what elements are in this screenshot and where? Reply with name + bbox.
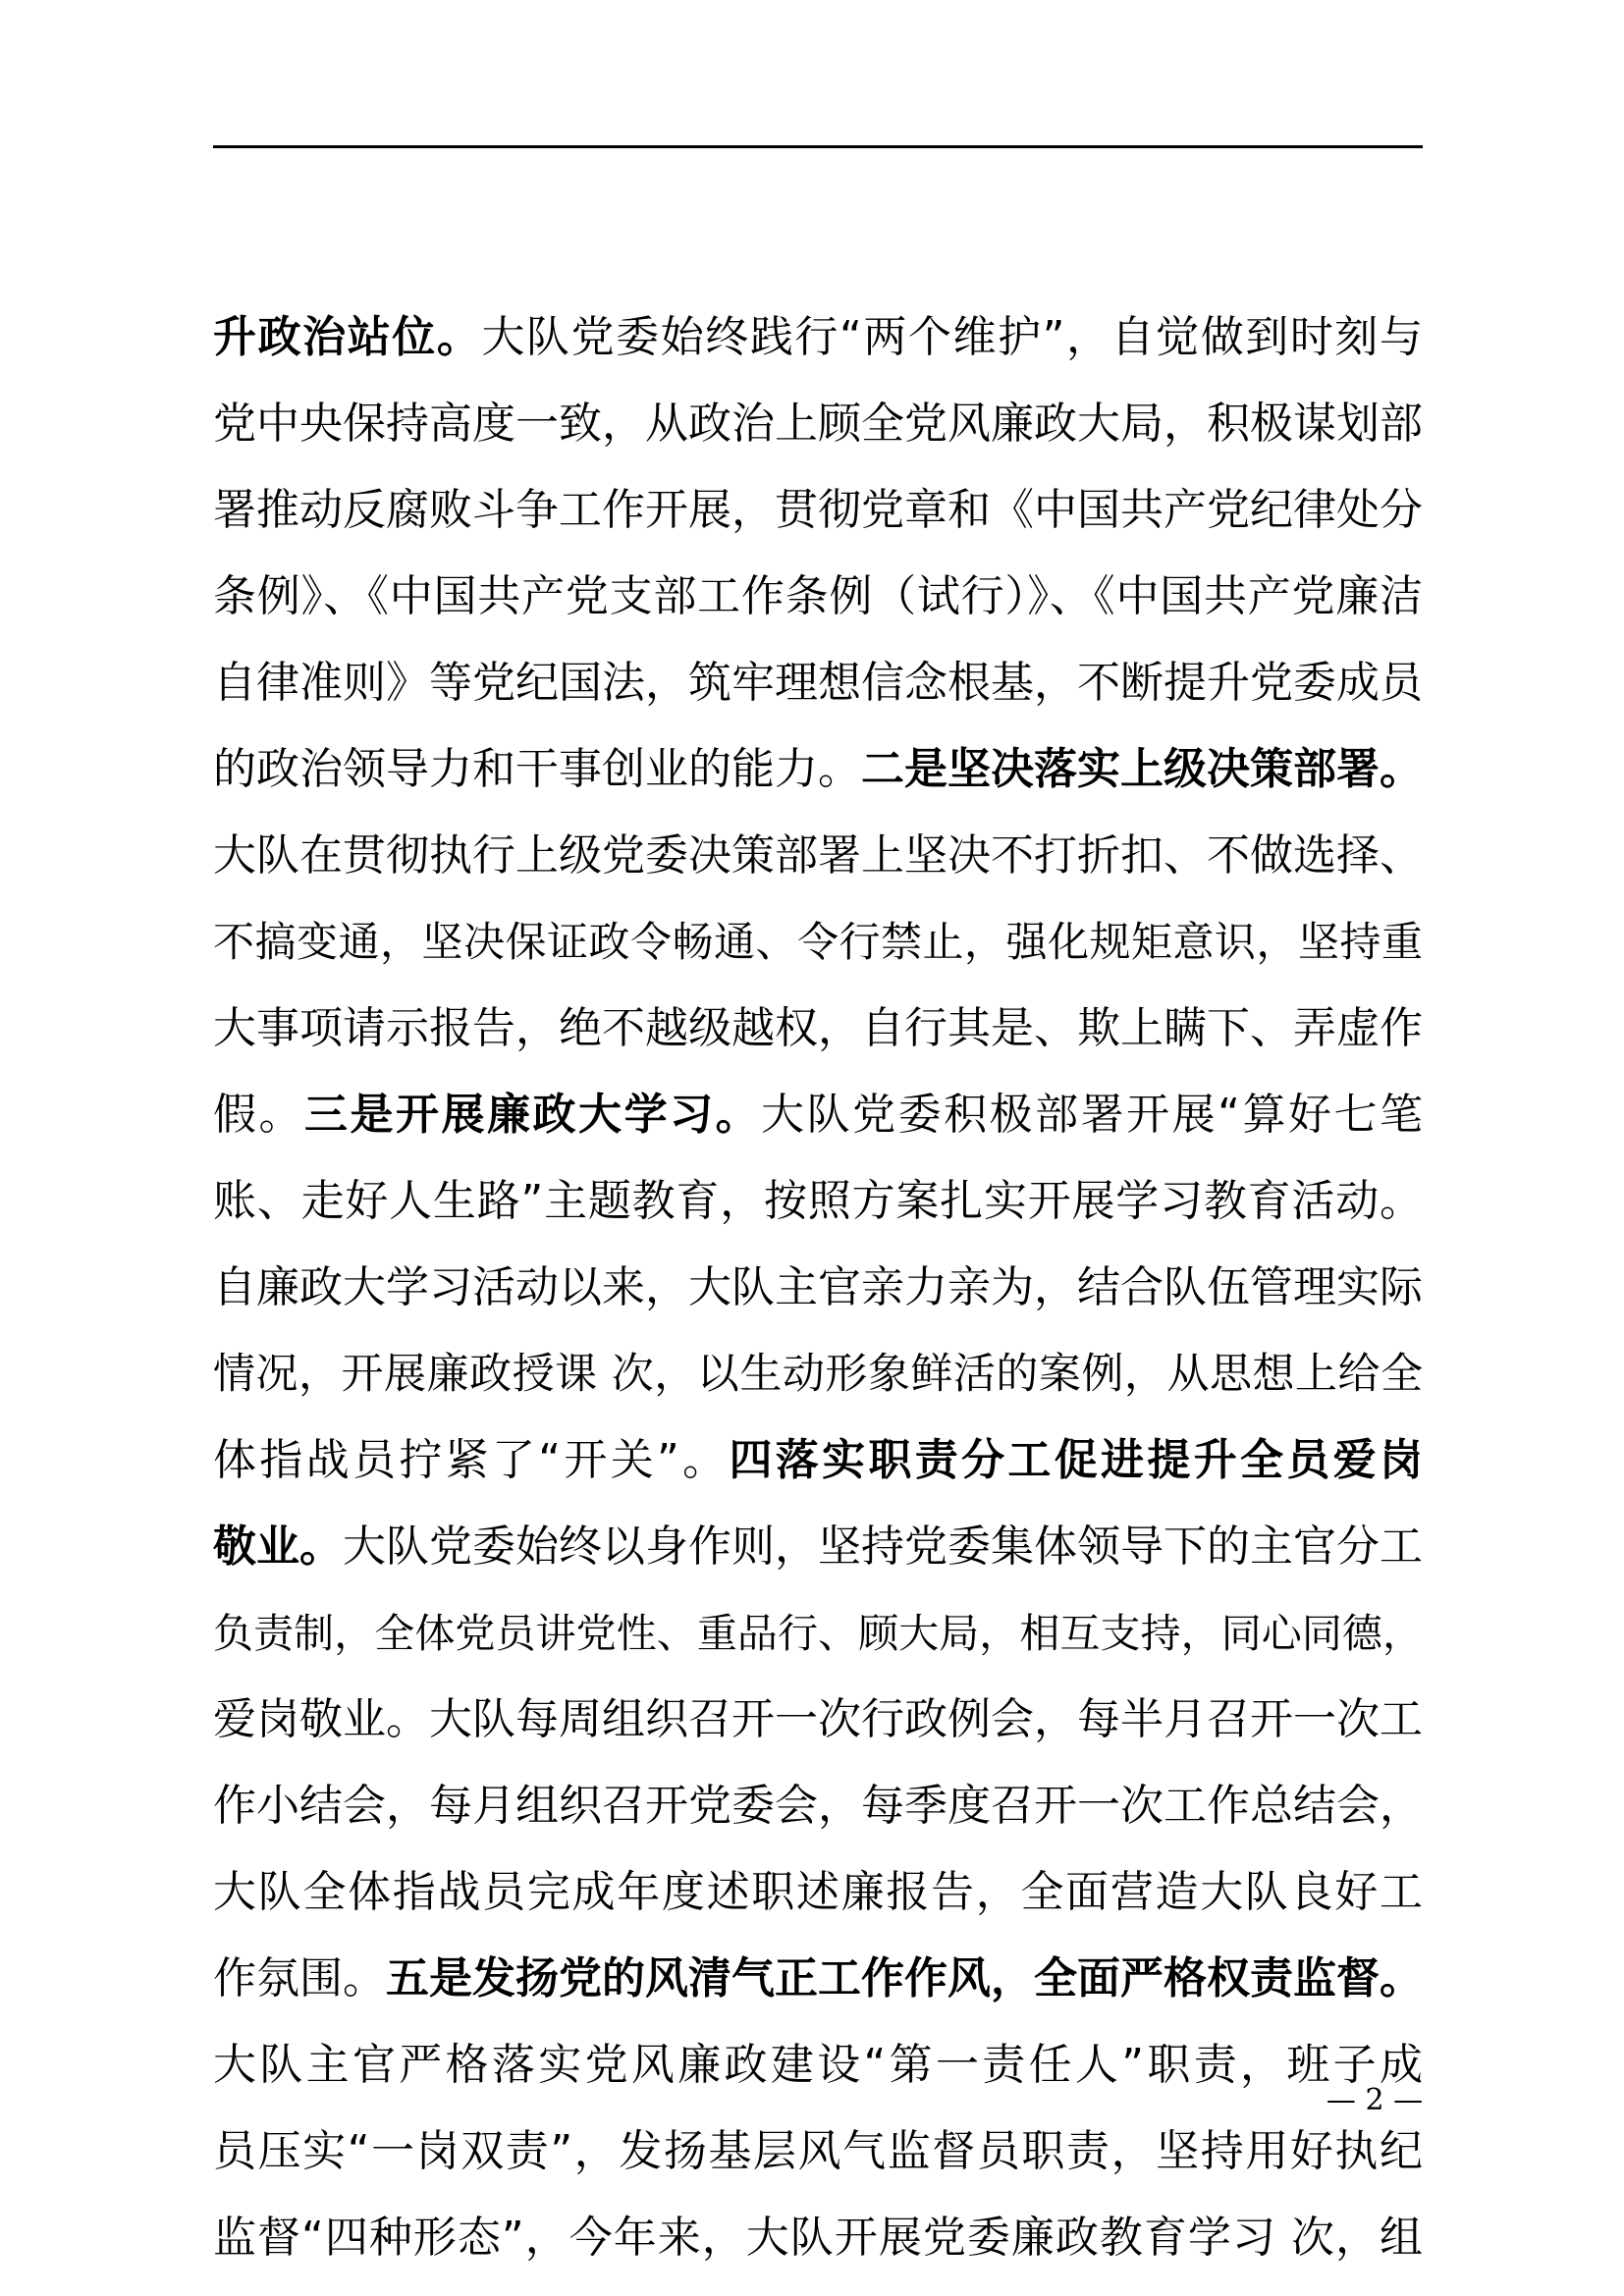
text-line <box>213 294 1423 381</box>
text-run: 爱岗敬业。大队每周组织召开一次行政例会，每半月召开一次工 <box>213 1694 1423 1744</box>
text-run: 情况，开展廉政授课 次，以生动形象鲜活的案例，从思想上给全 <box>213 1350 1423 1399</box>
text-run: 大队在贯彻执行上级党委决策部署上坚决不打折扣、不做选择、 <box>213 830 1423 881</box>
text-run: 大队党委积极部署开展“算好七笔 <box>761 1090 1423 1140</box>
text-line <box>213 1936 1423 2022</box>
text-line <box>213 1245 1423 1331</box>
text-line <box>213 640 1423 726</box>
text-line <box>213 467 1423 554</box>
bold-text-run: 升政治站位。 <box>213 312 482 362</box>
text-line <box>213 1331 1423 1417</box>
text-run: 条例》、《中国共产党支部工作条例（试行）》、《中国共产党廉洁 <box>213 571 1423 621</box>
bold-text-run: 二是坚决落实上级决策部署。 <box>861 744 1423 794</box>
text-line <box>213 554 1423 640</box>
text-line <box>213 986 1423 1072</box>
text-line <box>213 813 1423 899</box>
text-line <box>213 1158 1423 1245</box>
text-line <box>213 1849 1423 1936</box>
document-body <box>213 294 1423 2281</box>
text-run: 作氛围。 <box>213 1953 386 2003</box>
text-run: 监督“四种形态”，今年来，大队开展党委廉政教育学习 次，组 <box>213 2213 1423 2263</box>
bold-text-run: 五是发扬党的风清气正工作作风，全面严格权责监督。 <box>386 1953 1423 2003</box>
text-line <box>213 2109 1423 2195</box>
bold-text-run: 三是开展廉政大学习。 <box>304 1090 762 1140</box>
text-run: 作小结会，每月组织召开党委会，每季度召开一次工作总结会， <box>213 1781 1423 1831</box>
text-run: 大队主官严格落实党风廉政建设“第一责任人”职责，班子成 <box>213 2040 1423 2090</box>
page-number: — 2 — <box>1326 2083 1424 2117</box>
text-line <box>213 1677 1423 1763</box>
text-line <box>213 1763 1423 1849</box>
text-run: 自廉政大学习活动以来，大队主官亲力亲为，结合队伍管理实际 <box>213 1262 1423 1312</box>
bold-text-run: 四落实职责分工促进提升全员爱岗 <box>729 1435 1423 1485</box>
text-run: 员压实“一岗双责”，发扬基层风气监督员职责，坚持用好执纪 <box>213 2126 1423 2176</box>
text-run: 负责制，全体党员讲党性、重品行、顾大局，相互支持，同心同德， <box>213 1610 1423 1657</box>
text-run: 不搞变通，坚决保证政令畅通、令行禁止，强化规矩意识，坚持重 <box>213 918 1423 966</box>
text-line <box>213 1072 1423 1158</box>
text-line <box>213 2022 1423 2109</box>
bold-text-run: 敬业。 <box>213 1522 343 1572</box>
text-run: 的政治领导力和干事创业的能力。 <box>213 744 861 794</box>
text-run: 大队党委始终以身作则，坚持党委集体领导下的主官分工 <box>343 1522 1423 1572</box>
text-run: 党中央保持高度一致，从政治上顾全党风廉政大局，积极谋划部 <box>213 399 1423 449</box>
text-line <box>213 2195 1423 2281</box>
text-line <box>213 1417 1423 1504</box>
text-run: 大队党委始终践行“两个维护”，自觉做到时刻与 <box>481 312 1424 362</box>
text-line <box>213 726 1423 813</box>
text-run: 体指战员拧紧了“开关”。 <box>213 1435 730 1485</box>
text-line <box>213 381 1423 467</box>
text-run: 大队全体指战员完成年度述职述廉报告，全面营造大队良好工 <box>213 1867 1423 1917</box>
text-run: 假。 <box>213 1090 305 1140</box>
text-line <box>213 1590 1423 1677</box>
text-run: 账、走好人生路”主题教育，按照方案扎实开展学习教育活动。 <box>213 1176 1423 1226</box>
text-run: 署推动反腐败斗争工作开展，贯彻党章和《中国共产党纪律处分 <box>213 485 1423 535</box>
text-run: 自律准则》等党纪国法，筑牢理想信念根基，不断提升党委成员 <box>213 658 1423 708</box>
header-rule <box>213 145 1423 148</box>
text-line <box>213 899 1423 986</box>
text-line <box>213 1504 1423 1590</box>
text-run: 大事项请示报告，绝不越级越权，自行其是、欺上瞒下、弄虚作 <box>213 1003 1423 1053</box>
